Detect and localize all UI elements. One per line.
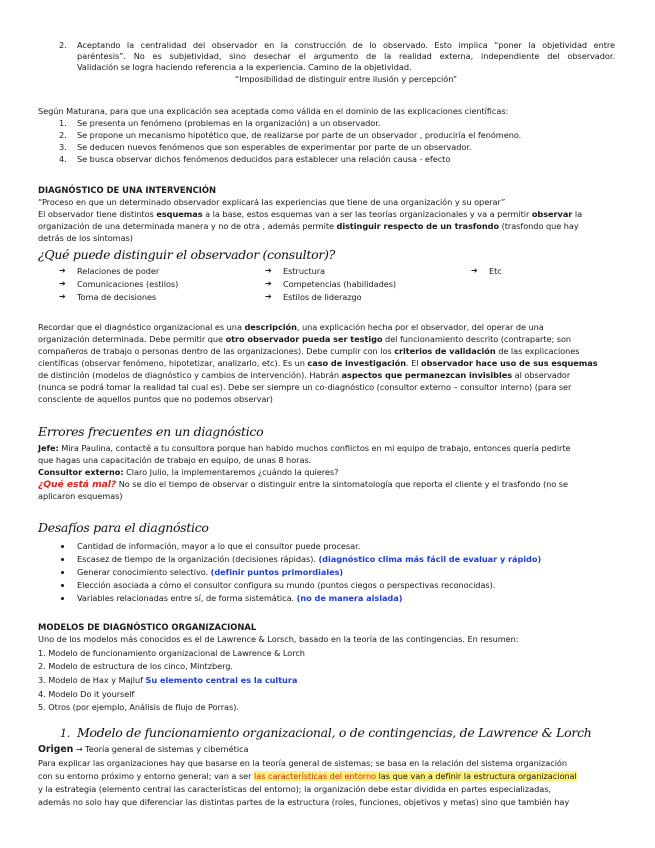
bullet-icon: [61, 558, 64, 561]
paragraph-line: consciente de aquellos puntos que no podemos observar): [38, 394, 273, 404]
text-run: a la base, estos esquemas van a ser las teorías organizacionales y va a permitir: [202, 209, 532, 219]
list-item: Toma de decisiones: [77, 292, 157, 302]
text-run: organización determinada. Debe permitir que: [38, 334, 226, 344]
highlight-run: las que van a definir la estructura organizacional: [376, 771, 577, 781]
bold-run: distinguir respecto de un trasfondo: [336, 221, 500, 231]
text-run: 2. Modelo de estructura de los cinco, Mintzberg.: [38, 661, 233, 671]
list-number: 1.: [59, 118, 67, 128]
bold-run: esquemas: [156, 209, 203, 219]
list-item: Se propone un mecanismo hipotético que, de realizarse por parte de un observador , produciría el fenómeno.: [77, 130, 522, 140]
arrow-icon: ➔: [265, 292, 272, 301]
dialog-line: aplicaron esquemas): [38, 491, 123, 501]
bold-run: aspectos que permanezcan invisibles: [341, 370, 513, 380]
section-heading: Desafíos para el diagnóstico: [38, 520, 209, 535]
note-run: (no de manera aislada): [296, 593, 403, 603]
list-item: Comunicaciones (estilos): [77, 279, 179, 289]
highlight-run: las características del entorno: [254, 771, 377, 781]
paragraph-line: y la estrategia (elemento central las características del entorno); la organización debe estar dividida en partes especializadas,: [38, 784, 551, 794]
text-run: la: [572, 209, 583, 219]
text-run: No se dio el tiempo de observar o distinguir entre la sintomatología que reporta el cliente y el trasfondo (no se: [116, 479, 569, 489]
paragraph-line: Para explicar las organizaciones hay que basarse en la teoría general de sistemas; se basa en la relación del sistema organización: [38, 758, 568, 768]
speaker-label: Consultor externo:: [38, 467, 124, 477]
arrow-icon: ➔: [265, 266, 272, 275]
text-run: 1. Modelo de funcionamiento organizacional de Lawrence & Lorch: [38, 648, 305, 658]
paragraph-line: [38, 358, 598, 368]
list-item: [38, 675, 297, 685]
text-run: de distinción (modelos de diagnóstico y cambios de intervención). Habrán: [38, 370, 342, 380]
section-title: DIAGNÓSTICO DE UNA INTERVENCIÓN: [38, 185, 217, 195]
list-item: Estructura: [283, 266, 325, 276]
text-run: El observador tiene distintos: [38, 209, 157, 219]
text-run: del funcionamiento descrito (contraparte; son: [382, 334, 572, 344]
text-run: 4. Modelo Do it yourself: [38, 689, 135, 699]
bold-run: descripción: [244, 322, 297, 332]
list-item: [38, 648, 305, 658]
text-run: Generar conocimiento selectivo.: [77, 567, 211, 577]
arrow-icon: ➔: [265, 279, 272, 288]
dialog-line: [38, 467, 338, 477]
arrow-icon: ➔: [59, 279, 66, 288]
quote-line: “Imposibilidad de distinguir entre ilusión y percepción”: [234, 74, 458, 84]
dialog-line: [38, 443, 571, 453]
text-run: Mira Paulina, contacté a tu consultora porque han habido muchos conflictos en mi equipo de trabajo, entonces quería pedirte: [58, 443, 571, 453]
section-title: MODELOS DE DIAGNÓSTICO ORGANIZACIONAL: [38, 622, 257, 632]
bullet-icon: [61, 597, 64, 600]
text-run: Variables relacionadas entre sí, de forma sistemática.: [77, 593, 297, 603]
list-item: Relaciones de poder: [77, 266, 160, 276]
dialog-line: que hagas una capacitación de trabajo en equipo, de unas 8 horas.: [38, 455, 312, 465]
paragraph-line: Validación se logra haciendo referencia a la experiencia. Camino de la objetividad.: [77, 62, 412, 72]
speaker-label: Jefe:: [38, 443, 59, 453]
note-run: (definir puntos primordiales): [210, 567, 344, 577]
text-run: organización de una determinada manera y no de otra , además permite: [38, 221, 337, 231]
paragraph-line: Según Maturana, para que una explicación sea aceptada como válida en el dominio de las explicaciones científicas:: [38, 106, 509, 116]
text-run: → Teoría general de sistemas y cibernética: [73, 744, 249, 754]
bold-run: criterios de validación: [394, 346, 496, 356]
paragraph-line: [38, 744, 248, 755]
paragraph-line: Uno de los modelos más conocidos es el de Lawrence & Lorsch, basado en la teoría de las contingencias. En resumen:: [38, 634, 519, 644]
section-heading: Errores frecuentes en un diagnóstico: [38, 424, 264, 439]
section-heading: ¿Qué puede distinguir el observador (consultor)?: [38, 247, 335, 262]
list-item: Se busca observar dichos fenómenos deducidos para establecer una relación causa - efecto: [77, 154, 451, 164]
paragraph-line: Aceptando la centralidad del observador en la construcción de lo observado. Esto implica “poner la objetividad entre: [77, 40, 615, 50]
text-run: . El: [405, 358, 421, 368]
section-heading: Modelo de funcionamiento organizacional, o de contingencias, de Lawrence & Lorch: [77, 725, 592, 740]
paragraph-line: paréntesis”. No es subjetividad, sino desechar el argumento de la realidad externa, independiente del observador.: [77, 51, 615, 61]
list-item: Se presenta un fenómeno (problemas en la organización) a un observador.: [77, 118, 381, 128]
bold-run: otro observador pueda ser testigo: [225, 334, 383, 344]
list-item: [77, 593, 402, 603]
arrow-icon: ➔: [59, 292, 66, 301]
arrow-icon: ➔: [471, 266, 478, 275]
paragraph-line: [38, 209, 618, 219]
question-label: ¿Qué está mal?: [38, 479, 117, 490]
bold-run: caso de investigación: [307, 358, 406, 368]
paragraph-line: además no solo hay que diferenciar las distintas partes de la estructura (roles, funciones, objetivos y metas) sino que también hay: [38, 797, 570, 807]
paragraph-line: [38, 334, 571, 344]
text-run: de las explicaciones: [495, 346, 580, 356]
text-run: Escasez de tiempo de la organización (decisiones rápidas).: [77, 554, 319, 564]
text-run: Elección asociada a cómo el consultor configura su mundo (puntos ciegos o perspectivas reconocidas).: [77, 580, 496, 590]
list-item: [38, 661, 233, 671]
list-item: [77, 554, 541, 564]
list-item: [77, 580, 495, 590]
text-run: Cantidad de información, mayor a lo que el consultor puede procesar.: [77, 541, 361, 551]
bold-run: observar: [531, 209, 573, 219]
list-number: 2.: [59, 40, 67, 50]
text-run: 5. Otros (por ejemplo, Análisis de flujo de Porras).: [38, 702, 239, 712]
heading-number: 1.: [60, 727, 70, 740]
text-run: científicas (observar fenómeno, hipotetizar, analizarlo, etc). Es un: [38, 358, 308, 368]
dialog-line: [38, 479, 568, 490]
paragraph-line: (nunca se podrá tomar la realidad tal cual es). Debe ser siempre un co-diagnóstico (consultor externo – consultor interno) (para ser: [38, 382, 572, 392]
bullet-icon: [61, 571, 64, 574]
list-item: [77, 567, 343, 577]
text-run: al observador: [512, 370, 571, 380]
paragraph-line: [38, 370, 570, 380]
paragraph-line: [38, 322, 544, 332]
arrow-icon: ➔: [59, 266, 66, 275]
list-item: Se deducen nuevos fenómenos que son esperables de experimentar por parte de un observador.: [77, 142, 472, 152]
list-number: 3.: [59, 142, 67, 152]
note-run: (diagnóstico clima más fácil de evaluar y rápido): [318, 554, 542, 564]
text-run: Recordar que el diagnóstico organizacional es una: [38, 322, 245, 332]
text-run: compañeros de trabajo o personas dentro de las organizaciones). Debe cumplir con los: [38, 346, 395, 356]
list-item: [38, 702, 239, 712]
list-number: 4.: [59, 154, 67, 164]
paragraph-line: [38, 346, 579, 356]
origen-label: Origen: [38, 744, 74, 755]
text-run: con su entorno próximo y entorno general; van a ser: [38, 771, 255, 781]
text-run: 3. Modelo de Hax y Majluf: [38, 675, 146, 685]
note-run: Su elemento central es la cultura: [145, 675, 298, 685]
quote-line: “Proceso en que un determinado observador explicará las experiencias que tiene de una organización y su operar”: [38, 197, 506, 207]
list-item: [77, 541, 360, 551]
text-run: Claro Julio, la implementaremos ¿cuándo la quieres?: [123, 467, 339, 477]
text-run: , una explicación hecha por el observador, del operar de una: [296, 322, 544, 332]
bullet-icon: [61, 584, 64, 587]
list-item: Estilos de liderazgo: [283, 292, 362, 302]
list-number: 2.: [59, 130, 67, 140]
paragraph-line: [38, 221, 579, 231]
list-item: Competencias (habilidades): [283, 279, 397, 289]
list-item: [38, 689, 134, 699]
text-run: (trasfondo que hay: [499, 221, 579, 231]
bold-run: observador hace uso de sus esquemas: [421, 358, 598, 368]
list-item: Etc: [489, 266, 502, 276]
paragraph-line: [38, 771, 577, 781]
paragraph-line: detrás de los síntomas): [38, 233, 133, 243]
bullet-icon: [61, 545, 64, 548]
